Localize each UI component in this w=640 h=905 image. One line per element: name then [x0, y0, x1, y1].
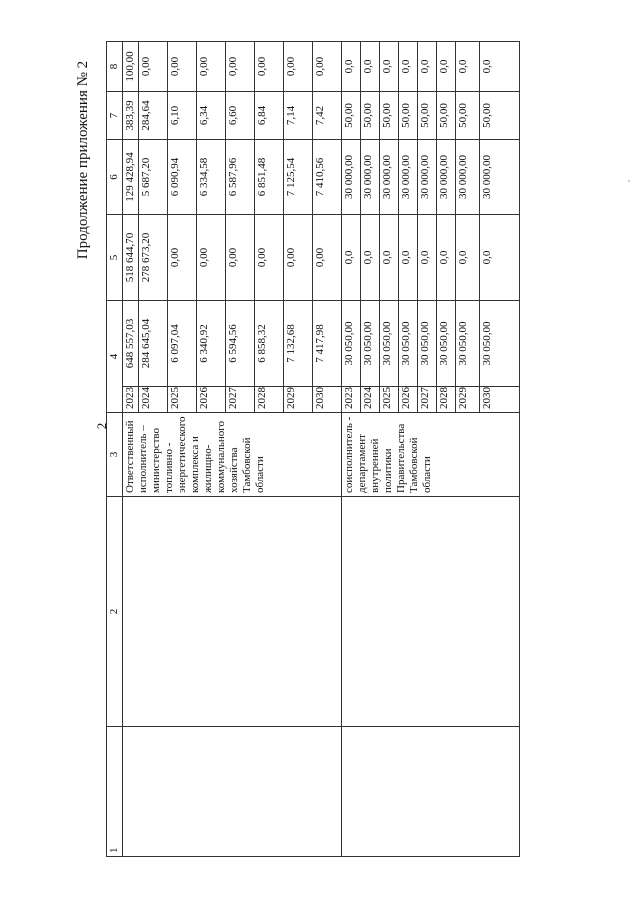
- local-cell: 50,00: [399, 92, 418, 140]
- table-row: [342, 42, 361, 857]
- executor-cell: соисполнитель - департамент внутренней политики Правительства Тамбовской области: [342, 413, 520, 497]
- local-cell: 6,84: [255, 92, 284, 140]
- header-cell: 4: [107, 301, 123, 413]
- federal-cell: 518 644,70: [123, 215, 139, 301]
- regional-cell: 7 410,56: [313, 140, 342, 215]
- header-cell: 8: [107, 42, 123, 92]
- col1-cell: [123, 727, 342, 857]
- total-cell: 6 594,56: [226, 301, 255, 387]
- federal-cell: 0,0: [380, 215, 399, 301]
- header-row: [107, 42, 123, 857]
- other-cell: 0,0: [480, 42, 520, 92]
- federal-cell: 0,0: [480, 215, 520, 301]
- regional-cell: 30 000,00: [456, 140, 480, 215]
- total-cell: 30 050,00: [361, 301, 380, 387]
- local-cell: 50,00: [456, 92, 480, 140]
- other-cell: 0,00: [139, 42, 168, 92]
- year-cell: 2027: [418, 387, 437, 413]
- regional-cell: 30 000,00: [342, 140, 361, 215]
- other-cell: 0,0: [342, 42, 361, 92]
- regional-cell: 6 334,58: [197, 140, 226, 215]
- total-cell: 6 858,32: [255, 301, 284, 387]
- federal-cell: 0,0: [342, 215, 361, 301]
- total-cell: 6 340,92: [197, 301, 226, 387]
- local-cell: 50,00: [380, 92, 399, 140]
- other-cell: 0,0: [456, 42, 480, 92]
- total-cell: 30 050,00: [399, 301, 418, 387]
- other-cell: 0,0: [380, 42, 399, 92]
- executor-cell: Ответственный исполнитель – министерство топливно - энергетического комплекса и жилищно-коммунального хозяйства Тамбовской области: [123, 413, 342, 497]
- col2-cell: [123, 497, 342, 727]
- header-cell: 3: [107, 413, 123, 497]
- regional-cell: 7 125,54: [284, 140, 313, 215]
- budget-table: [106, 41, 520, 857]
- total-cell: 30 050,00: [418, 301, 437, 387]
- other-cell: 0,00: [168, 42, 197, 92]
- regional-cell: 30 000,00: [418, 140, 437, 215]
- year-cell: 2024: [361, 387, 380, 413]
- scan-speck: [628, 180, 630, 182]
- other-cell: 0,00: [284, 42, 313, 92]
- other-cell: 0,0: [418, 42, 437, 92]
- federal-cell: 0,00: [313, 215, 342, 301]
- local-cell: 7,42: [313, 92, 342, 140]
- header-cell: 2: [107, 497, 123, 727]
- other-cell: 0,00: [255, 42, 284, 92]
- federal-cell: 0,0: [361, 215, 380, 301]
- total-cell: 30 050,00: [480, 301, 520, 387]
- other-cell: 0,00: [226, 42, 255, 92]
- year-cell: 2030: [480, 387, 520, 413]
- local-cell: 50,00: [480, 92, 520, 140]
- total-cell: 7 417,98: [313, 301, 342, 387]
- local-cell: 6,60: [226, 92, 255, 140]
- other-cell: 0,00: [197, 42, 226, 92]
- total-cell: 30 050,00: [456, 301, 480, 387]
- total-cell: 648 557,03: [123, 301, 139, 387]
- other-cell: 0,0: [399, 42, 418, 92]
- federal-cell: 0,0: [456, 215, 480, 301]
- year-cell: 2027: [226, 387, 255, 413]
- col1-cell: [342, 727, 520, 857]
- year-cell: 2030: [313, 387, 342, 413]
- page-number: 2: [94, 422, 109, 430]
- local-cell: 50,00: [361, 92, 380, 140]
- local-cell: 383,39: [123, 92, 139, 140]
- federal-cell: 0,00: [255, 215, 284, 301]
- table-rotated-wrapper: [106, 42, 570, 857]
- local-cell: 50,00: [437, 92, 456, 140]
- page-title: Продолжение приложения № 2: [75, 60, 91, 260]
- year-cell: 2025: [168, 387, 197, 413]
- year-cell: 2024: [139, 387, 168, 413]
- federal-cell: 0,00: [168, 215, 197, 301]
- regional-cell: 30 000,00: [480, 140, 520, 215]
- federal-cell: 278 673,20: [139, 215, 168, 301]
- other-cell: 100,00: [123, 42, 139, 92]
- other-cell: 0,00: [313, 42, 342, 92]
- local-cell: 6,10: [168, 92, 197, 140]
- federal-cell: 0,00: [197, 215, 226, 301]
- federal-cell: 0,00: [284, 215, 313, 301]
- total-cell: 30 050,00: [380, 301, 399, 387]
- total-cell: 30 050,00: [437, 301, 456, 387]
- regional-cell: 30 000,00: [380, 140, 399, 215]
- total-cell: 6 097,04: [168, 301, 197, 387]
- regional-cell: 6 090,94: [168, 140, 197, 215]
- header-cell: 5: [107, 215, 123, 301]
- year-cell: 2023: [342, 387, 361, 413]
- federal-cell: 0,0: [437, 215, 456, 301]
- regional-cell: 6 851,48: [255, 140, 284, 215]
- year-cell: 2025: [380, 387, 399, 413]
- federal-cell: 0,00: [226, 215, 255, 301]
- year-cell: 2028: [437, 387, 456, 413]
- local-cell: 50,00: [342, 92, 361, 140]
- regional-cell: 129 428,94: [123, 140, 139, 215]
- col2-cell: [342, 497, 520, 727]
- federal-cell: 0,0: [399, 215, 418, 301]
- regional-cell: 30 000,00: [437, 140, 456, 215]
- year-cell: 2026: [197, 387, 226, 413]
- header-cell: 1: [107, 727, 123, 857]
- local-cell: 50,00: [418, 92, 437, 140]
- regional-cell: 5 687,20: [139, 140, 168, 215]
- local-cell: 284,64: [139, 92, 168, 140]
- table-row: [123, 42, 139, 857]
- total-cell: 30 050,00: [342, 301, 361, 387]
- other-cell: 0,0: [437, 42, 456, 92]
- regional-cell: 30 000,00: [399, 140, 418, 215]
- year-cell: 2026: [399, 387, 418, 413]
- federal-cell: 0,0: [418, 215, 437, 301]
- regional-cell: 30 000,00: [361, 140, 380, 215]
- year-cell: 2023: [123, 387, 139, 413]
- header-cell: 6: [107, 140, 123, 215]
- total-cell: 284 645,04: [139, 301, 168, 387]
- other-cell: 0,0: [361, 42, 380, 92]
- year-cell: 2029: [456, 387, 480, 413]
- year-cell: 2029: [284, 387, 313, 413]
- local-cell: 6,34: [197, 92, 226, 140]
- header-cell: 7: [107, 92, 123, 140]
- year-cell: 2028: [255, 387, 284, 413]
- local-cell: 7,14: [284, 92, 313, 140]
- regional-cell: 6 587,96: [226, 140, 255, 215]
- total-cell: 7 132,68: [284, 301, 313, 387]
